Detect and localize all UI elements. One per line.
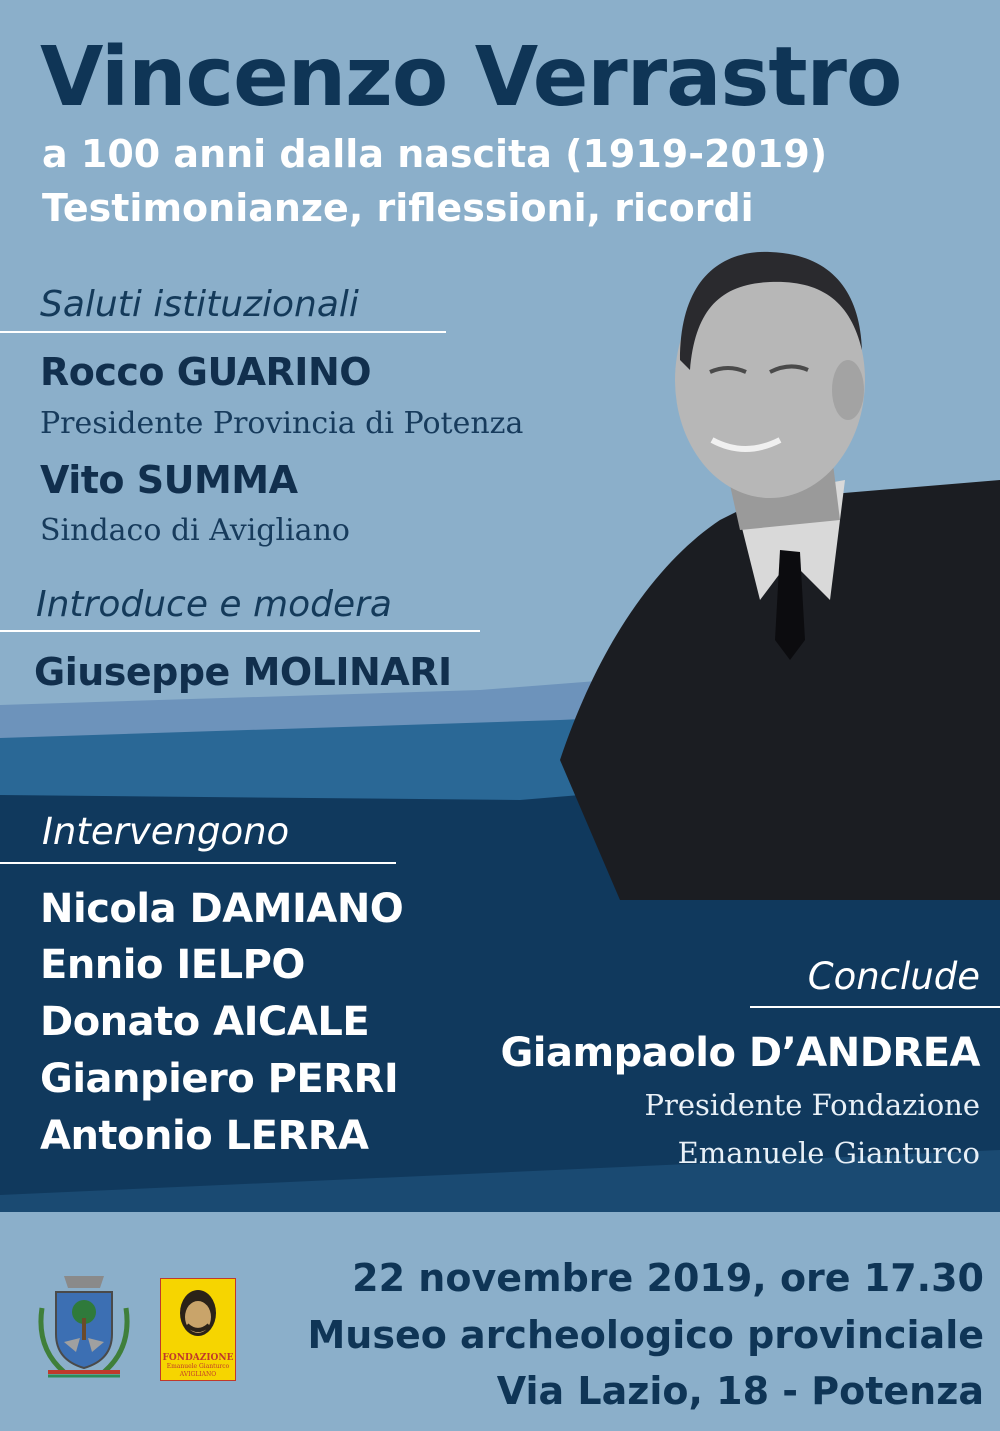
saluti-rule	[0, 331, 446, 333]
saluti-heading: Saluti istituzionali	[40, 284, 359, 325]
moderator-name: Giuseppe MOLINARI	[34, 650, 452, 694]
fondazione-logo	[160, 1278, 236, 1381]
subtitle-anniversary: a 100 anni dalla nascita (1919-2019)	[42, 132, 828, 176]
conclusion-role-1: Presidente Fondazione	[644, 1088, 980, 1122]
fondazione-portrait-icon	[161, 1279, 235, 1349]
event-date-time: 22 novembre 2019, ore 17.30	[352, 1256, 984, 1300]
moderator-rule	[0, 630, 480, 632]
moderator-heading: Introduce e modera	[36, 584, 392, 625]
intervention-name: Ennio IELPO	[40, 942, 305, 988]
poster-title: Vincenzo Verrastro	[40, 30, 902, 125]
intervention-name: Nicola DAMIANO	[40, 886, 404, 932]
portrait-ear	[832, 360, 864, 420]
fondazione-place-label: AVIGLIANO	[179, 1371, 217, 1378]
event-venue: Museo archeologico provinciale	[307, 1313, 984, 1357]
portrait-tie	[775, 550, 805, 660]
speaker-role: Presidente Provincia di Potenza	[40, 406, 524, 441]
intervention-name: Gianpiero PERRI	[40, 1056, 399, 1102]
intervention-name: Antonio LERRA	[40, 1113, 369, 1159]
conclusion-role-2: Emanuele Gianturco	[677, 1136, 980, 1170]
intervention-name: Donato AICALE	[40, 999, 370, 1045]
subtitle-topics: Testimonianze, riflessioni, ricordi	[42, 186, 754, 230]
fondazione-label: FONDAZIONE	[162, 1353, 234, 1363]
conclusion-heading: Conclude	[807, 955, 980, 998]
municipal-crest-icon	[34, 1268, 134, 1383]
speaker-name: Rocco GUARINO	[40, 350, 372, 394]
fondazione-sub-label: Emanuele Gianturco	[166, 1363, 230, 1370]
interventions-rule	[0, 862, 396, 864]
event-address: Via Lazio, 18 - Potenza	[496, 1369, 984, 1413]
interventions-heading: Intervengono	[42, 810, 290, 853]
conclusion-rule	[750, 1006, 1000, 1008]
conclusion-name: Giampaolo D’ANDREA	[500, 1030, 980, 1076]
speaker-name: Vito SUMMA	[40, 458, 298, 502]
speaker-role: Sindaco di Avigliano	[40, 513, 350, 548]
